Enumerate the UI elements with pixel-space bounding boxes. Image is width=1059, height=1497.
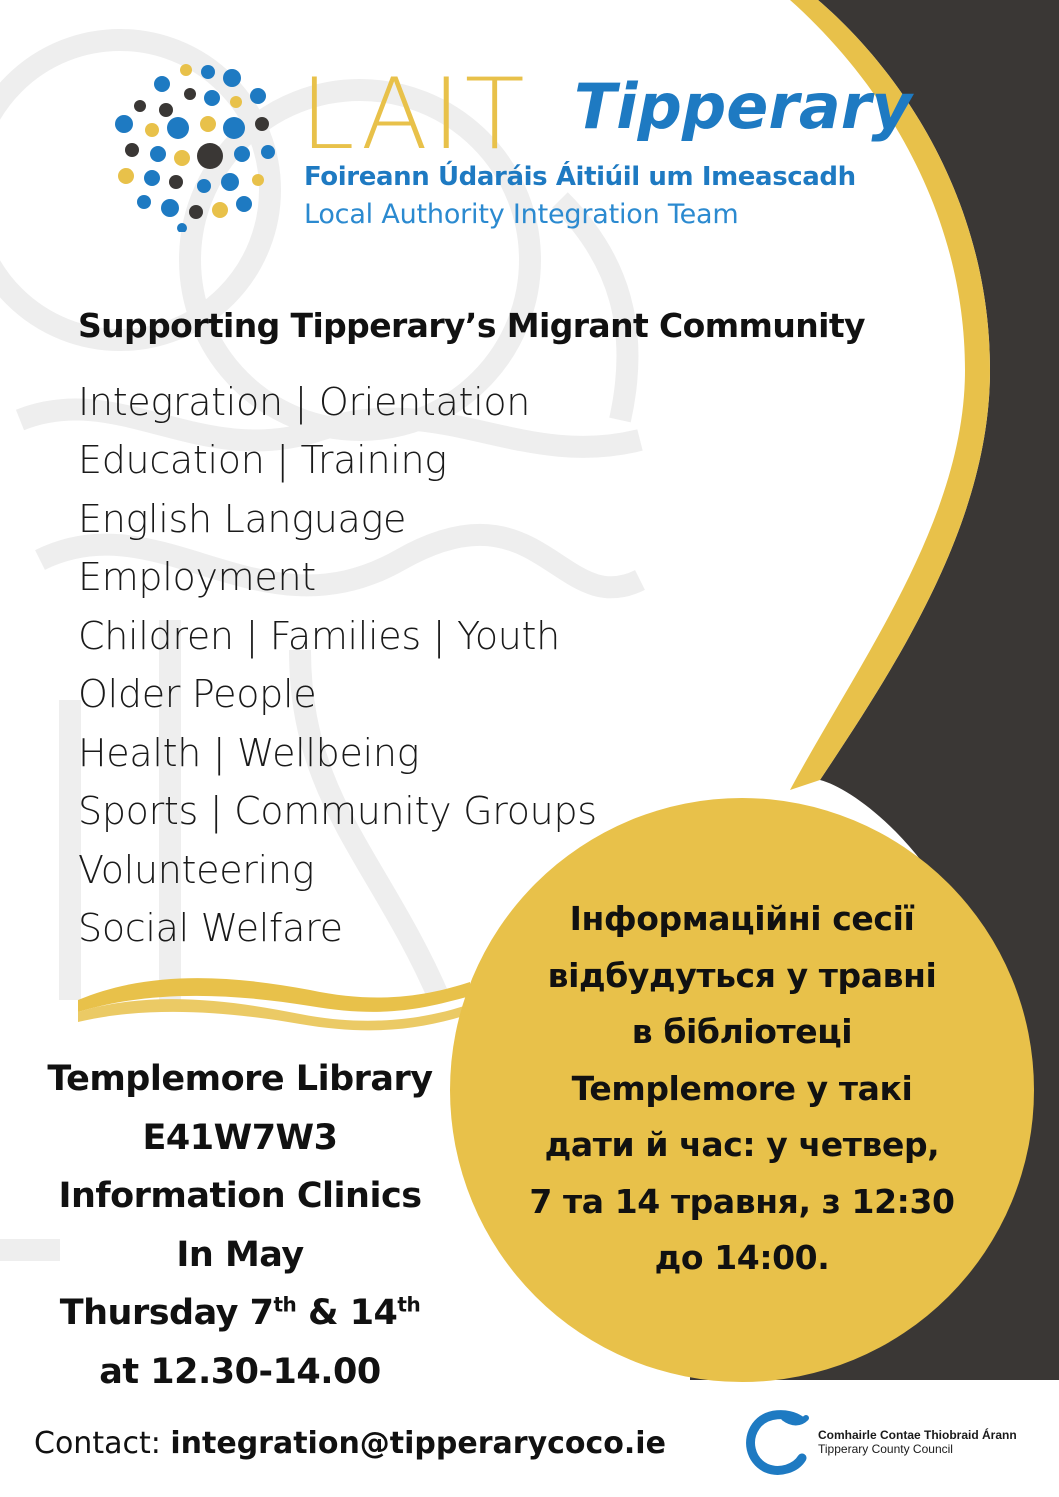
headline: Supporting Tipperary’s Migrant Community bbox=[78, 306, 865, 345]
logo-irish-name: Foireann Údaráis Áitiúil um Imeascadh bbox=[304, 162, 856, 192]
logo-tipperary-word: Tipperary bbox=[574, 70, 912, 143]
clinic-title: Information Clinics bbox=[58, 1176, 422, 1216]
service-item: Volunteering bbox=[78, 848, 315, 892]
service-item: Social Welfare bbox=[78, 906, 343, 950]
ukrainian-line: Templemore у такі bbox=[571, 1068, 913, 1108]
council-english-name: Tipperary County Council bbox=[818, 1442, 953, 1457]
ukrainian-line: 7 та 14 травня, з 12:30 bbox=[529, 1181, 955, 1221]
clinic-time: at 12.30-14.00 bbox=[99, 1351, 381, 1392]
ukrainian-info bbox=[482, 891, 1002, 1287]
service-item: English Language bbox=[78, 497, 407, 541]
ukrainian-line: Інформаційні сесії bbox=[569, 899, 915, 938]
ukrainian-line: в бібліотеці bbox=[631, 1012, 853, 1051]
ukrainian-line: дати й час: у четвер, bbox=[544, 1125, 940, 1164]
council-logo-icon bbox=[744, 1410, 810, 1476]
clinic-details bbox=[20, 1050, 460, 1401]
logo-english-name: Local Authority Integration Team bbox=[304, 199, 739, 230]
council-name bbox=[818, 1428, 1017, 1457]
clinic-days: Thursday 7th & 14th bbox=[59, 1292, 421, 1333]
contact-email-link[interactable]: integration@tipperarycoco.ie bbox=[170, 1426, 666, 1461]
contact-label: Contact: bbox=[34, 1426, 171, 1461]
ukrainian-line: до 14:00. bbox=[654, 1238, 830, 1277]
service-item: Health | Wellbeing bbox=[78, 731, 420, 775]
clinic-eircode: E41W7W3 bbox=[142, 1117, 338, 1158]
council-irish-name: Comhairle Contae Thiobraid Árann bbox=[818, 1428, 1017, 1442]
service-item: Sports | Community Groups bbox=[78, 789, 597, 833]
ukrainian-line: відбудуться у травні bbox=[547, 955, 937, 995]
service-item: Education | Training bbox=[78, 438, 447, 482]
clinic-month: In May bbox=[176, 1234, 304, 1275]
lait-logo-mark bbox=[112, 62, 282, 232]
service-item: Older People bbox=[78, 672, 317, 716]
logo-lait-word: LAIT bbox=[300, 58, 529, 172]
service-item: Integration | Orientation bbox=[78, 380, 531, 424]
service-item: Employment bbox=[78, 555, 316, 599]
clinic-venue: Templemore Library bbox=[47, 1059, 433, 1099]
service-item: Children | Families | Youth bbox=[78, 614, 560, 658]
contact-line bbox=[34, 1426, 666, 1461]
